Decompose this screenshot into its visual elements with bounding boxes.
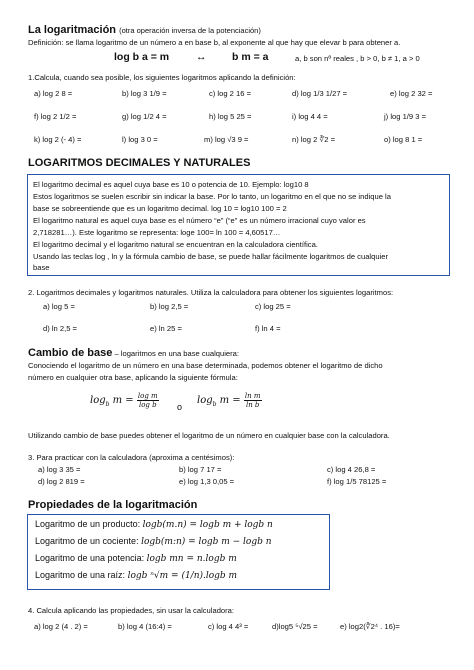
ex2-item: c) log 25 = xyxy=(255,302,291,311)
ex4-item: a) log 2 (4 . 2) = xyxy=(34,622,88,631)
property-formula: logb(m.n) = logb m + logb n xyxy=(142,520,273,530)
ex1-item: g) log 1/2 4 = xyxy=(122,112,167,121)
ex1-item: h) log 5 25 = xyxy=(209,112,252,121)
exercise3-intro: 3. Para practicar con la calculadora (aproxima a centésimos): xyxy=(28,453,235,462)
formula-log: log b a = m xyxy=(114,51,170,63)
exercise1-intro: 1.Calcula, cuando sea posible, los siguientes logaritmos aplicando la definición: xyxy=(28,73,296,82)
info-line: El logaritmo natural es aquel cuya base es el número “e” (“e” es un número irracional cuyo valor es xyxy=(33,216,366,225)
property-label: Logaritmo de una raíz: xyxy=(35,570,126,580)
info-line: El logaritmo decimal y el logaritmo natural se encuentran en la calculadora científica. xyxy=(33,240,318,249)
ex1-item: b) log 3 1/9 = xyxy=(122,89,167,98)
info-line: El logaritmo decimal es aquel cuya base es 10 o potencia de 10. Ejemplo: log10 8 xyxy=(33,180,309,189)
section3-title-bold: Cambio de base xyxy=(28,347,113,359)
ex4-item: e) log2(∛2⁴ . 16)= xyxy=(340,622,400,631)
title-text: La logaritmación xyxy=(28,24,117,36)
section4-title: Propiedades de la logaritmación xyxy=(28,499,198,511)
properties-box xyxy=(27,514,330,590)
info-line: 2,718281…). Este logaritmo se representa: loge 100= ln 100 = 4,60517… xyxy=(33,228,281,237)
ex4-item: d)log5 ⁵√25 = xyxy=(272,622,318,631)
property-quotient xyxy=(35,536,272,547)
info-line: Usando las teclas log , ln y la fórmula cambio de base, se puede hallar fácilmente logaritmos de cualquier xyxy=(33,252,388,261)
ex3-item: c) log 4 26,8 = xyxy=(327,465,376,474)
formula-arrow: ↔ xyxy=(196,51,207,63)
formula-power: b m = a xyxy=(232,51,269,63)
property-formula: logb ⁿ√m = (1/n).logb m xyxy=(127,571,238,581)
section2-title: LOGARITMOS DECIMALES Y NATURALES xyxy=(28,157,251,169)
ex1-item: d) log 1/3 1/27 = xyxy=(292,89,348,98)
definition-text: Definición: se llama logaritmo de un número a en base b, al exponente al que hay que elevar b para obtener a. xyxy=(28,38,401,47)
exercise4-intro: 4. Calcula aplicando las propiedades, sin usar la calculadora: xyxy=(28,606,234,615)
ex1-item: c) log 2 16 = xyxy=(209,89,252,98)
property-power xyxy=(35,553,237,564)
change-of-base-formula-2: $\log_b m$ = $\frac{\text{ln m}}{\text{ln b}}$ xyxy=(197,392,261,409)
change-of-base-formula-1: $\log_b m$ = $\frac{\text{log m}}{\text{log b}}$ xyxy=(90,392,158,409)
formula-or: o xyxy=(177,402,183,412)
ex2-item: b) log 2,5 = xyxy=(150,302,189,311)
ex1-item: f) log 2 1/2 = xyxy=(34,112,77,121)
ex3-item: a) log 3 35 = xyxy=(38,465,81,474)
ex3-item: b) log 7 17 = xyxy=(179,465,222,474)
section1-title xyxy=(28,24,261,36)
ex3-item: d) log 2 819 = xyxy=(38,477,85,486)
ex1-item: m) log √3 9 = xyxy=(204,135,249,144)
ex1-item: k) log 2 (- 4) = xyxy=(34,135,82,144)
ex1-item: i) log 4 4 = xyxy=(292,112,328,121)
ex3-item: e) log 1,3 0,05 = xyxy=(179,477,235,486)
property-formula: logb mn = n.logb m xyxy=(146,554,237,564)
property-label: Logaritmo de una potencia: xyxy=(35,553,145,563)
section3-after-text: Utilizando cambio de base puedes obtener el logaritmo de un número en cualquier base con la calculadora. xyxy=(28,431,390,440)
ex2-item: f) ln 4 = xyxy=(255,324,281,333)
ex1-item: e) log 2 32 = xyxy=(390,89,433,98)
ex4-item: c) log 4 4³ = xyxy=(208,622,249,631)
info-line: base se sobreentiende que es un logaritmo decimal. log 10 = log10 100 = 2 xyxy=(33,204,287,213)
exercise2-intro: 2. Logaritmos decimales y logaritmos naturales. Utiliza la calculadora para obtener los siguientes logaritmos: xyxy=(28,288,394,297)
section3-title-rest: – logaritmos en una base cualquiera: xyxy=(112,349,240,358)
ex2-item: e) ln 25 = xyxy=(150,324,182,333)
formula-conditions: a, b son nº reales , b > 0, b ≠ 1, a > 0 xyxy=(295,54,420,63)
property-formula: logb(m:n) = logb m − logb n xyxy=(141,537,272,547)
ex2-item: a) log 5 = xyxy=(43,302,75,311)
property-root xyxy=(35,570,237,581)
property-label: Logaritmo de un producto: xyxy=(35,519,141,529)
info-line: Estos logaritmos se suelen escribir sin indicar la base. Por lo tanto, un logaritmo en el que no se indique la xyxy=(33,192,391,201)
ex1-item: o) log 8 1 = xyxy=(384,135,423,144)
ex1-item: l) log 3 0 = xyxy=(122,135,158,144)
property-product xyxy=(35,519,273,530)
title-subtitle: (otra operación inversa de la potenciación) xyxy=(119,26,261,35)
decimal-natural-info-box xyxy=(27,174,450,276)
ex4-item: b) log 4 (16:4) = xyxy=(118,622,172,631)
section3-text: número en cualquier otra base, aplicando la siguiente fórmula: xyxy=(28,373,238,382)
ex1-item: j) log 1/9 3 = xyxy=(384,112,427,121)
ex3-item: f) log 1/5 78125 = xyxy=(327,477,387,486)
ex2-item: d) ln 2,5 = xyxy=(43,324,77,333)
info-line: base xyxy=(33,263,50,272)
section3-text: Conociendo el logaritmo de un número en una base determinada, podemos obtener el logaritmo de dicho xyxy=(28,361,383,370)
ex1-item: n) log 2 ∛2 = xyxy=(292,135,336,144)
property-label: Logaritmo de un cociente: xyxy=(35,536,139,546)
ex1-item: a) log 2 8 = xyxy=(34,89,73,98)
section3-title xyxy=(28,347,239,359)
